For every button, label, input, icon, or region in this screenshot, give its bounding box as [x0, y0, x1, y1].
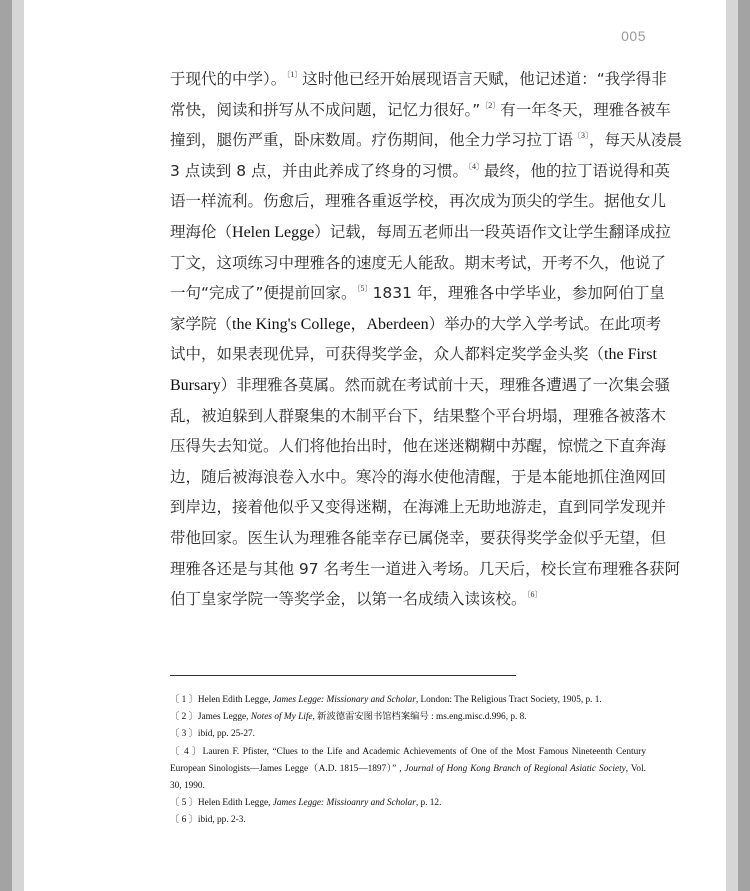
- text-segment: 到岸边，接着他似乎又变得迷糊，在海滩上无助地游走，直到同学发现并: [170, 498, 667, 517]
- text-segment: 〔 2 〕James Legge,: [170, 712, 251, 723]
- text-segment: 〔 1 〕Helen Edith Legge,: [170, 695, 273, 705]
- text-segment: Bursary: [170, 376, 221, 394]
- text-segment: the King's College，Aberdeen: [232, 315, 429, 333]
- text-segment: James Legge: Missioanry and Scholar: [272, 798, 416, 809]
- text-segment: 理海伦（: [170, 222, 233, 241]
- text-segment: the First: [604, 346, 657, 364]
- footnote: [170, 709, 646, 726]
- text-segment: 带他回家。医生认为理雅各能幸存已属侥幸，要获得奖学金似乎无望，但: [170, 528, 667, 547]
- text-segment: ）记载，每周五老师出一段英语作文让学生翻译成拉: [314, 222, 671, 241]
- body-line: [170, 248, 667, 279]
- text-segment: Helen Legge: [232, 223, 315, 241]
- text-segment: 〔 3 〕ibid, pp. 25-27.: [170, 729, 255, 740]
- body-line: [170, 278, 665, 309]
- text-segment: 〔 6 〕ibid, pp. 2-3.: [170, 815, 246, 826]
- text-segment: 理雅各还是与其他 97 名考生一道进入考场。几天后，校长宣布理雅各获阿: [170, 559, 681, 578]
- body-line: [170, 492, 667, 523]
- body-line: [170, 370, 671, 401]
- body-line: [170, 95, 671, 126]
- body-line: [170, 523, 667, 554]
- text-segment: , London: The Religious Tract Society, 1905, p. 1.: [415, 695, 602, 705]
- text-segment: 压得失去知觉。人们将他抬出时，他在迷迷糊糊中苏醒，惊慌之下直奔海: [170, 437, 667, 456]
- text-segment: 边，随后被海浪卷入水中。寒冷的海水使他清醒，于是本能地抓住渔网回: [170, 467, 667, 486]
- text-segment: 伯丁皇家学院一等奖学金，以第一名成绩入读该校。: [170, 590, 527, 609]
- footnote: [170, 812, 646, 829]
- document-page: [24, 0, 726, 891]
- body-line: [170, 309, 662, 340]
- body-line: [170, 125, 683, 156]
- text-segment: , p. 12.: [415, 798, 442, 809]
- footnotes: [170, 692, 646, 830]
- text-segment: Journal of Hong Kong Branch of Regional Asiatic Society: [404, 763, 626, 774]
- text-segment: 撞到，腿伤严重，卧床数周。疗伤期间，他全力学习拉丁语: [170, 131, 574, 150]
- text-segment: , Vol. 30, 1990.: [170, 763, 646, 792]
- footnote: [170, 692, 646, 709]
- body-text: [170, 64, 683, 615]
- text-segment: 这时他已经开始展现语言天赋，他记述道：“我学得非: [302, 70, 667, 88]
- body-line: [170, 217, 671, 248]
- footnote: [170, 726, 646, 743]
- text-segment: 3 点读到 8 点，并由此养成了终身的习惯。: [170, 161, 469, 180]
- footnote-reference[interactable]: 〔1〕: [286, 70, 303, 79]
- body-line: [170, 156, 671, 187]
- footnote: [170, 795, 646, 812]
- text-segment: 〔 5 〕Helen Edith Legge,: [170, 798, 273, 809]
- body-line: [170, 462, 667, 493]
- text-segment: 试中，如果表现优异，可获得奖学金，众人都料定奖学金头奖（: [170, 345, 605, 364]
- text-segment: 最终，他的拉丁语说得和英: [484, 161, 671, 180]
- page-number: 005: [621, 28, 646, 44]
- text-segment: 家学院（: [170, 314, 233, 333]
- body-line: [170, 186, 667, 217]
- footnote-reference[interactable]: 〔4〕: [468, 161, 485, 171]
- text-segment: 〔 4 〕Lauren F. Pfister, “Clues to the Life and Academic Achievements of One of the Most Famous Nineteenth Century European Sinologists—James Legge（A.D. 1815—1897）” ,: [170, 746, 646, 774]
- body-line: [170, 431, 667, 462]
- text-segment: 1831 年，理雅各中学毕业，参加阿伯丁皇: [372, 284, 665, 303]
- text-segment: 于现代的中学）。: [170, 70, 287, 88]
- footnote: [170, 744, 646, 796]
- text-segment: 有一年冬天，理雅各被车: [500, 100, 671, 119]
- text-segment: 语一样流利。伤愈后，理雅各重返学校，再次成为顶尖的学生。据他女儿: [170, 192, 667, 211]
- footnote-reference[interactable]: 〔5〕: [356, 284, 373, 294]
- text-segment: ）举办的大学入学考试。在此项考: [428, 314, 662, 333]
- text-segment: James Legge: Missionary and Scholar: [272, 695, 416, 705]
- body-line: [170, 554, 681, 585]
- body-line: [170, 584, 646, 615]
- footnote-reference[interactable]: 〔6〕: [526, 590, 543, 600]
- text-segment: 常快，阅读和拼写从不成问题，记忆力很好。”: [170, 100, 481, 119]
- text-segment: 乱，被迫躲到人群聚集的木制平台下，结果整个平台坍塌，理雅各被落木: [170, 406, 667, 425]
- body-line: [170, 401, 667, 432]
- text-segment: ，每天从凌晨: [589, 131, 683, 150]
- text-segment: ）非理雅各莫属。然而就在考试前十天，理雅各遭遇了一次集会骚: [220, 375, 671, 394]
- text-segment: 丁文，这项练习中理雅各的速度无人能敌。期末考试，开考不久，他说了: [170, 253, 667, 272]
- text-segment: , 新波德雷安图书馆档案编号 : ms.eng.misc.d.996, p. 8.: [312, 712, 527, 723]
- footnote-reference[interactable]: 〔2〕: [480, 100, 501, 110]
- body-line: [170, 64, 667, 95]
- footnote-reference[interactable]: 〔3〕: [573, 131, 590, 141]
- text-segment: 一句“完成了”便提前回家。: [170, 284, 357, 303]
- body-line: [170, 339, 657, 370]
- footnote-divider: [170, 675, 516, 676]
- text-segment: Notes of My Life: [250, 712, 313, 723]
